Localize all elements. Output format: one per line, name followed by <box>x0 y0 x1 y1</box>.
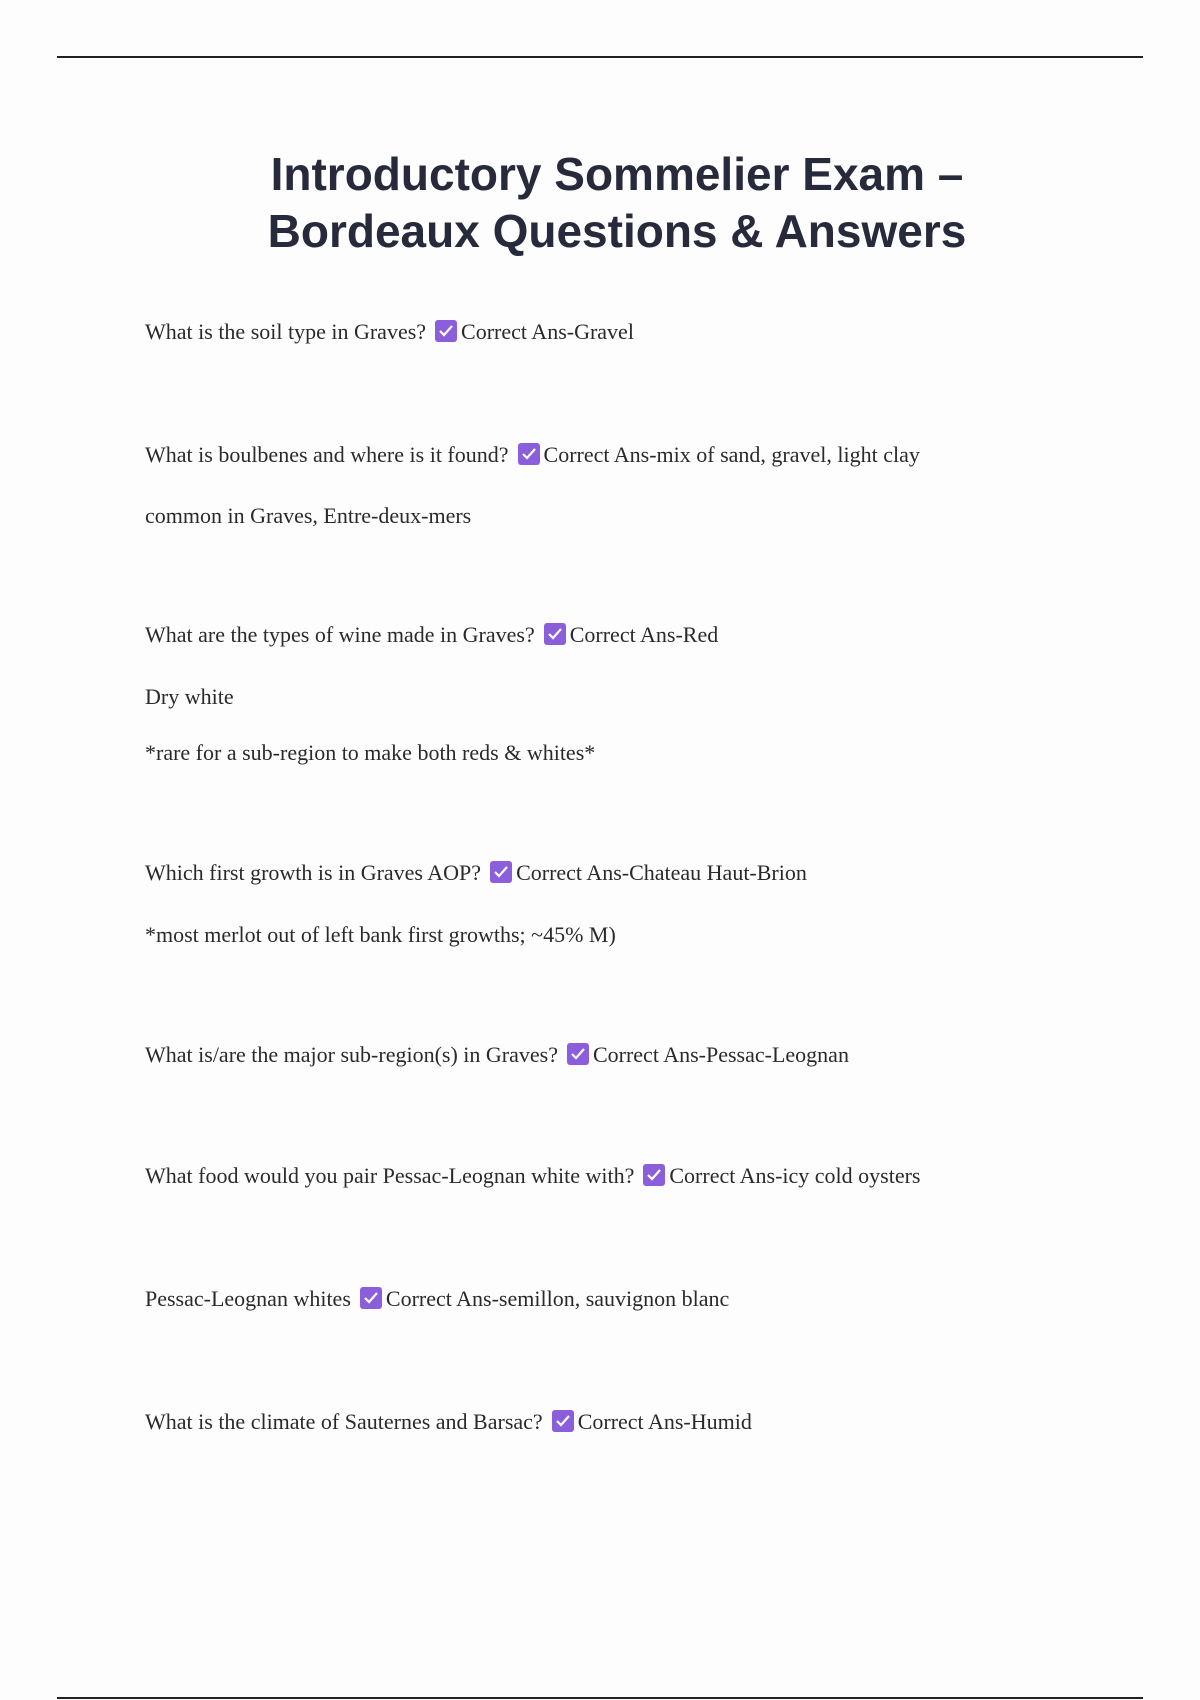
question-line <box>145 858 1065 888</box>
answer-text: Correct Ans-icy cold oysters <box>669 1163 921 1188</box>
answer-text: Correct Ans-Humid <box>577 1409 752 1434</box>
question-line <box>145 1161 1065 1191</box>
qa-item <box>145 440 1065 531</box>
question-text: What are the types of wine made in Graves? <box>145 622 535 647</box>
checkbox-checked-icon <box>490 861 512 883</box>
checkbox-checked-icon <box>552 1410 574 1432</box>
qa-item <box>145 858 1065 950</box>
qa-item <box>145 1161 1065 1191</box>
question-line <box>145 620 1065 650</box>
checkbox-checked-icon <box>435 320 457 342</box>
question-text: What is boulbenes and where is it found? <box>145 442 509 467</box>
qa-item <box>145 1407 1065 1437</box>
answer-note: *rare for a sub-region to make both reds & whites* <box>145 740 596 765</box>
answer-text: Correct Ans-Red <box>569 622 719 647</box>
question-text: What is/are the major sub-region(s) in Graves? <box>145 1042 558 1067</box>
footer-rule <box>57 1697 1143 1699</box>
qa-item <box>145 1040 1065 1070</box>
title-line-2: Bordeaux Questions & Answers <box>267 205 967 257</box>
answer-text: Correct Ans-semillon, sauvignon blanc <box>385 1286 730 1311</box>
qa-item <box>145 620 1065 768</box>
answer-text: Correct Ans-Pessac-Leognan <box>592 1042 849 1067</box>
question-text: What is the climate of Sauternes and Barsac? <box>145 1409 543 1434</box>
answer-text: Correct Ans-mix of sand, gravel, light clay <box>543 442 920 467</box>
checkbox-checked-icon <box>360 1287 382 1309</box>
answer-text: Correct Ans-Chateau Haut-Brion <box>516 860 807 885</box>
answer-text: Correct Ans-Gravel <box>461 319 634 344</box>
question-text: What food would you pair Pessac-Leognan white with? <box>145 1163 635 1188</box>
question-line <box>145 1040 1065 1070</box>
answer-continuation: common in Graves, Entre-deux-mers <box>145 503 472 528</box>
checkbox-checked-icon <box>518 443 540 465</box>
checkbox-checked-icon <box>643 1164 665 1186</box>
qa-item <box>145 1284 1065 1314</box>
question-line <box>145 440 1065 470</box>
checkbox-checked-icon <box>544 623 566 645</box>
question-line <box>145 317 1065 347</box>
question-text: What is the soil type in Graves? <box>145 319 427 344</box>
answer-note: *most merlot out of left bank first growths; ~45% M) <box>145 922 616 947</box>
question-text: Pessac-Leognan whites <box>145 1286 351 1311</box>
answer-continuation: Dry white <box>145 684 234 709</box>
question-text: Which first growth is in Graves AOP? <box>145 860 482 885</box>
page-title <box>0 146 1200 260</box>
question-line <box>145 1284 1065 1314</box>
question-line <box>145 1407 1065 1437</box>
qa-item <box>145 317 1065 347</box>
header-rule <box>57 56 1143 58</box>
title-line-1: Introductory Sommelier Exam – <box>270 148 964 200</box>
checkbox-checked-icon <box>567 1043 589 1065</box>
